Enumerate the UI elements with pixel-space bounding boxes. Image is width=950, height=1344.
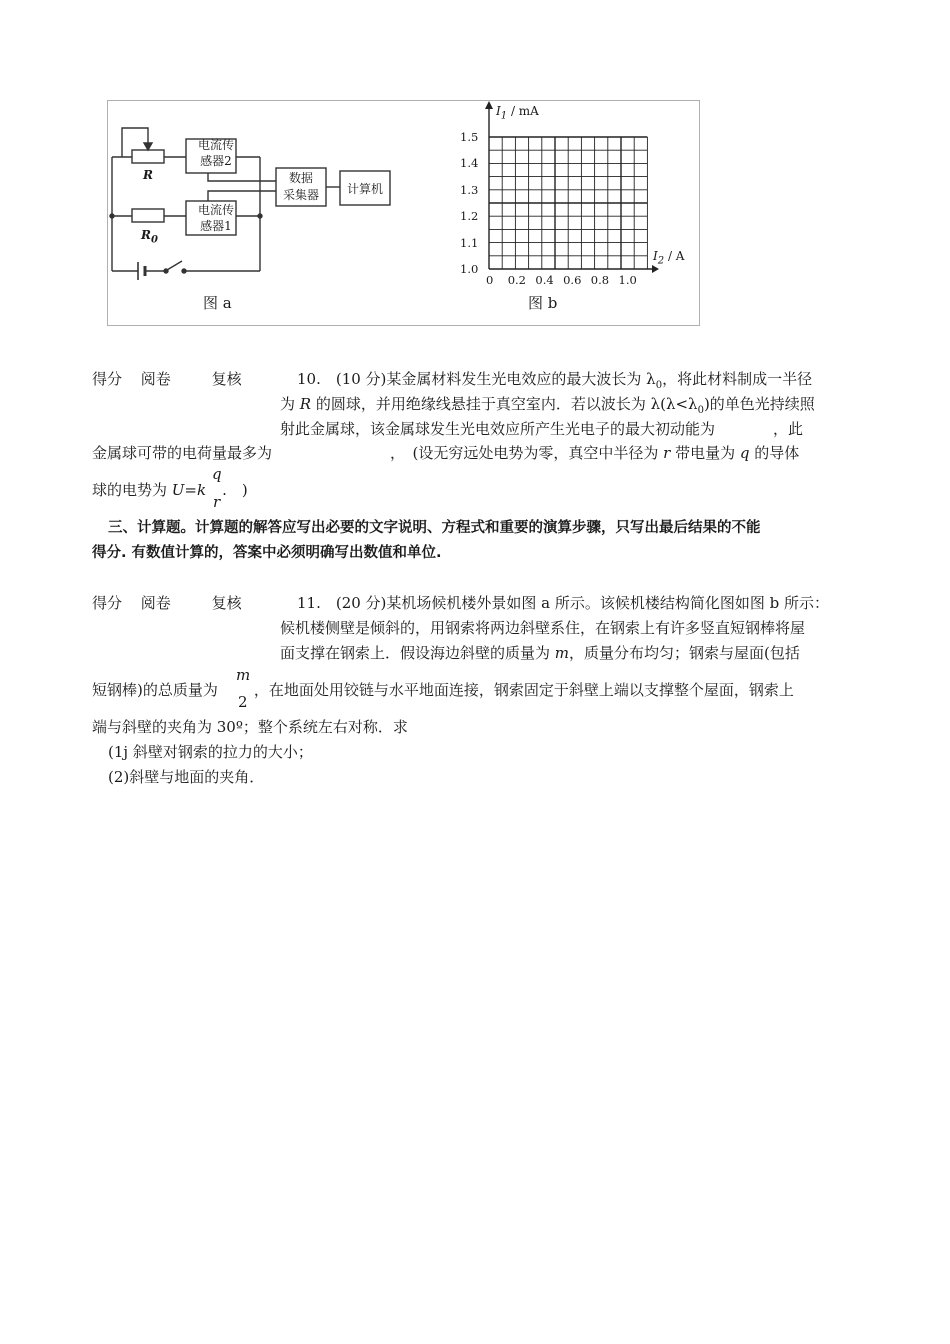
- q10-l5b: . ): [222, 481, 248, 499]
- figure-a-caption: 图 a: [203, 294, 232, 312]
- review-label: 阅卷: [140, 370, 171, 388]
- q10-l3a: 射此金属球，该金属球发生光电效应所产生光电子的最大初动能为: [280, 420, 716, 438]
- figure-box: [107, 100, 700, 326]
- q10-line3: [280, 419, 803, 439]
- recheck-label: 复核: [211, 594, 242, 612]
- empty-graph-grid: [485, 101, 659, 273]
- x-tick-label: 1.0: [618, 273, 637, 287]
- y-tick-label: 1.5: [460, 130, 479, 144]
- q11-line2: 候机楼侧壁是倾斜的，用钢索将两边斜壁系住，在钢索上有许多竖直短钢棒将屋: [280, 619, 806, 637]
- q10-l2-sub: 0: [697, 405, 704, 416]
- q10-l2a: 为: [280, 395, 300, 413]
- q10-l5-U: U=k: [171, 481, 207, 499]
- q11-line1: 11. (20 分)某机场候机楼外景如图 a 所示。该候机楼结构简化图如图 b 所示：: [297, 594, 830, 612]
- q11-line5: 端与斜壁的夹角为 30º；整个系统左右对称．求: [92, 718, 408, 736]
- q10-l3b: ，此: [773, 420, 804, 438]
- figure-b-caption: 图 b: [528, 294, 558, 312]
- q10-l4a: 金属球可带的电荷量最多为: [92, 444, 273, 462]
- score-header-q10: [92, 369, 242, 389]
- y-axis-sub: 1: [500, 110, 508, 122]
- y-axis-symbol: I: [496, 104, 501, 118]
- q11-l3-m: m: [554, 644, 570, 662]
- x-axis-unit: / A: [664, 249, 685, 263]
- q10-l4-q: q: [739, 444, 750, 462]
- review-label: 阅卷: [140, 594, 171, 612]
- label-R0-sub: 0: [150, 234, 158, 246]
- q11-l4a: 短钢棒)的总质量为: [92, 681, 218, 699]
- label-R0: [141, 225, 158, 250]
- resistor-R0: [132, 209, 164, 222]
- sensor1-label-line1: 电流传: [197, 203, 234, 217]
- q10-frac-numerator: q: [212, 465, 222, 483]
- q10-l1-sub: 0: [655, 380, 663, 391]
- q10-l5a: 球的电势为: [92, 481, 172, 499]
- collector-label-line1: 数据: [288, 171, 313, 185]
- q11-line3: [280, 643, 800, 663]
- label-R: R: [143, 168, 153, 182]
- q10-l2b: 的圆球，并用绝缘线悬挂于真空室内．若以波长为 λ(λ<λ: [311, 395, 698, 413]
- sensor2-label: [191, 137, 241, 169]
- x-tick-label: 0.2: [507, 273, 526, 287]
- circuit-diagram: [110, 128, 390, 280]
- section3-line2: 得分. 有数值计算的，答案中必须明确写出数值和单位.: [92, 545, 442, 561]
- recheck-label: 复核: [211, 370, 242, 388]
- x-axis-sub: 2: [657, 255, 665, 267]
- sensor1-label-line2: 感器1: [200, 219, 232, 233]
- q11-frac-numerator: m: [236, 666, 251, 684]
- y-axis-unit: / mA: [507, 104, 539, 118]
- q10-l2c: )的单色光持续照: [703, 395, 815, 413]
- score-label: 得分: [92, 594, 123, 612]
- score-header-q11: [92, 593, 242, 613]
- label-R0-main: R: [141, 228, 151, 242]
- q10-l1-text: 10. (10 分)某金属材料发生光电效应的最大波长为 λ: [297, 370, 656, 388]
- q11-part2: (2)斜壁与地面的夹角．: [108, 768, 265, 786]
- q10-l4c: 带电量为: [670, 444, 740, 462]
- y-tick-label: 1.4: [460, 156, 479, 171]
- q10-l2-R: R: [299, 395, 312, 413]
- sensor1-label: [191, 202, 241, 234]
- q10-l4-r: r: [663, 444, 671, 462]
- q10-frac-denominator: r: [213, 493, 221, 511]
- score-label: 得分: [92, 370, 123, 388]
- sensor2-label-line2: 感器2: [200, 154, 232, 168]
- section3-line1: 三、计算题。计算题的解答应写出必要的文字说明、方程式和重要的演算步骤，只写出最后结果的不能: [108, 520, 761, 536]
- q10-line4: [92, 443, 799, 463]
- y-axis-label: [496, 101, 539, 126]
- q11-line4: [92, 680, 794, 700]
- q11-part1: (1j 斜壁对钢索的拉力的大小；: [108, 743, 313, 761]
- x-tick-label: 0.4: [535, 273, 554, 287]
- rheostat-R: [132, 150, 164, 163]
- q10-l4b: ， (设无穷远处电势为零，真空中半径为: [390, 444, 664, 462]
- collector-label-line2: 采集器: [282, 188, 319, 202]
- q11-frac-denominator: 2: [238, 693, 248, 711]
- y-tick-label: 1.2: [460, 209, 479, 224]
- q11-l4b: ，在地面处用铰链与水平地面连接，钢索固定于斜壁上端以支撑整个屋面，钢索上: [253, 681, 794, 699]
- q10-line1: [297, 369, 812, 396]
- x-axis-symbol: I: [653, 249, 658, 263]
- x-tick-label: 0.8: [590, 273, 610, 287]
- q10-l4d: 的导体: [749, 444, 800, 462]
- q10-line5: [92, 480, 248, 500]
- x-tick-label: 0: [486, 273, 494, 287]
- q10-l1-end: ，将此材料制成一半径: [662, 370, 813, 388]
- y-tick-label: 1.0: [460, 262, 479, 276]
- collector-label: [276, 170, 326, 204]
- q11-l3a: 面支撑在钢索上．假设海边斜壁的质量为: [280, 644, 555, 662]
- sensor2-label-line1: 电流传: [197, 138, 234, 152]
- q10-line2: [280, 394, 815, 421]
- computer-label: 计算机: [346, 182, 383, 196]
- x-axis-label: [653, 246, 684, 271]
- y-tick-label: 1.1: [460, 235, 479, 250]
- x-tick-label: 0.6: [563, 273, 582, 287]
- y-tick-label: 1.3: [460, 182, 479, 197]
- q11-l3b: ，质量分布均匀；钢索与屋面(包括: [569, 644, 800, 662]
